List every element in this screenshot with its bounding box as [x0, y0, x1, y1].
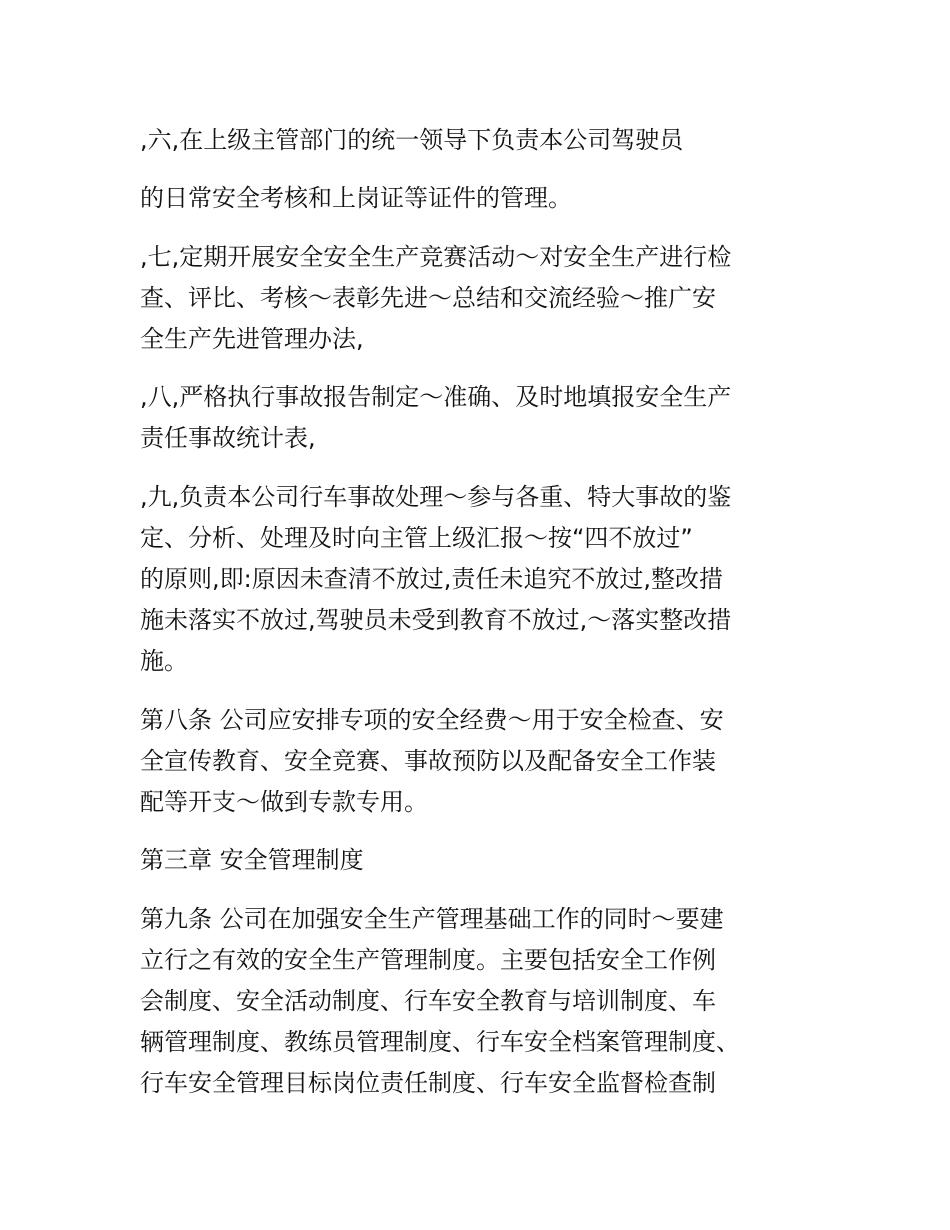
text-line: ,七,定期开展安全安全生产竞赛活动～对安全生产进行检	[140, 243, 732, 271]
text-line: 定、分析、处理及时向主管上级汇报～按“四不放过”	[140, 524, 693, 552]
text-line: 的原则,即:原因未查清不放过,责任未追究不放过,整改措	[140, 565, 723, 593]
text-line: 立行之有效的安全生产管理制度。主要包括安全工作例	[140, 946, 716, 974]
text-line: 第八条 公司应安排专项的安全经费～用于安全检查、安	[140, 706, 724, 734]
text-line: ,九,负责本公司行车事故处理～参与各重、特大事故的鉴	[140, 483, 732, 511]
text-line: 配等开支～做到专款专用。	[140, 788, 428, 816]
paragraph-item-9	[140, 477, 820, 682]
text-line: 辆管理制度、教练员管理制度、行车安全档案管理制度、	[140, 1028, 740, 1056]
paragraph-item-6	[140, 120, 820, 161]
text-line: 责任事故统计表,	[140, 424, 316, 452]
text-line: ,八,严格执行事故报告制定～准确、及时地填报安全生产	[140, 383, 732, 411]
text-line: 全生产先进管理办法,	[140, 325, 364, 353]
text-line: 行车安全管理目标岗位责任制度、行车安全监督检查制	[140, 1069, 716, 1097]
text-line: 施。	[140, 647, 188, 675]
text-line: 查、评比、考核～表彰先进～总结和交流经验～推广安	[140, 284, 716, 312]
chapter-heading	[140, 840, 820, 881]
text-line: 的日常安全考核和上岗证等证件的管理。	[140, 184, 572, 212]
paragraph-item-6-continued	[140, 178, 820, 219]
paragraph-article-8	[140, 700, 820, 823]
paragraph-item-8	[140, 377, 820, 459]
text-line: 第三章 安全管理制度	[140, 846, 364, 874]
text-line: ,六,在上级主管部门的统一领导下负责本公司驾驶员	[140, 126, 684, 154]
text-line: 施未落实不放过,驾驶员未受到教育不放过,～落实整改措	[140, 606, 732, 634]
text-line: 全宣传教育、安全竞赛、事故预防以及配备安全工作装	[140, 747, 716, 775]
text-line: 第九条 公司在加强安全生产管理基础工作的同时～要建	[140, 905, 724, 933]
text-line: 会制度、安全活动制度、行车安全教育与培训制度、车	[140, 987, 716, 1015]
paragraph-article-9	[140, 899, 820, 1104]
paragraph-item-7	[140, 237, 820, 360]
